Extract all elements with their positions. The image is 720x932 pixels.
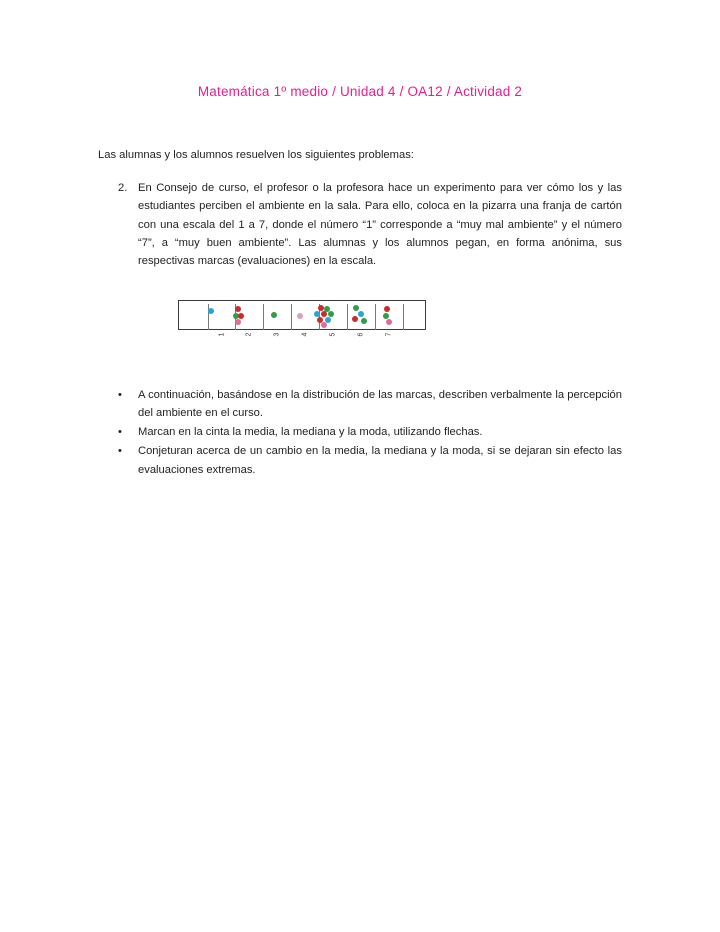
scale-figure — [178, 300, 426, 346]
scale-mark-dot — [297, 313, 303, 319]
bullet-list — [0, 346, 720, 479]
scale-mark-dot — [384, 306, 390, 312]
scale-tick-label: 2 — [245, 332, 253, 337]
numbered-list — [0, 163, 720, 270]
scale-mark-dot — [352, 316, 358, 322]
bullet-marker: • — [118, 426, 122, 439]
bullet-text: Marcan en la cinta la media, la mediana y la moda, utilizando flechas. — [138, 426, 483, 439]
bullet-text: A continuación, basándose en la distribución de las marcas, describen verbalmente la percepción del ambiente en el curso. — [138, 388, 622, 420]
list-item-marker: 2. — [118, 182, 128, 195]
scale-mark-dot — [386, 319, 392, 325]
list-item — [118, 442, 622, 478]
scale-mark-dot — [321, 322, 327, 328]
scale-mark-dot — [353, 305, 359, 311]
figure-container — [0, 300, 720, 346]
list-item — [118, 179, 622, 270]
bullet-text: Conjeturan acerca de un cambio en la media, la mediana y la moda, si se dejaran sin efecto las evaluaciones extremas. — [138, 445, 622, 476]
bullet-marker: • — [118, 388, 122, 401]
scale-tick — [403, 304, 404, 330]
scale-mark-dot — [238, 313, 244, 319]
scale-mark-dot — [235, 319, 241, 325]
scale-tick — [347, 304, 348, 330]
scale-tick-label: 7 — [385, 332, 393, 337]
scale-mark-dot — [358, 311, 364, 317]
intro-paragraph: Las alumnas y los alumnos resuelven los siguientes problemas: — [98, 149, 414, 161]
scale-tick-label: 5 — [329, 332, 337, 337]
scale-tick-label: 4 — [301, 332, 309, 337]
list-item — [118, 386, 622, 422]
scale-mark-dot — [321, 311, 327, 317]
page-title: Matemática 1º medio / Unidad 4 / OA12 / Actividad 2 — [197, 84, 523, 99]
scale-tick-label: 6 — [357, 332, 365, 337]
scale-tick-label: 1 — [218, 332, 225, 337]
scale-mark-dot — [235, 306, 241, 312]
scale-tick — [263, 304, 264, 330]
scale-tick-label: 3 — [273, 332, 281, 337]
list-item-text: En Consejo de curso, el profesor o la profesora hace un experimento para ver cómo los y las estudiantes perciben el ambiente en la sala. Para ello, coloca en la pizarra una franja de cartón con una escala del 1 a 7, donde el número “1” corresponde a “muy mal ambiente” y el número “7”, a “muy buen ambiente”. Las alumnas y los alumnos pegan, en forma anónima, sus respectivas marcas (evaluaciones) en la escala. — [138, 182, 622, 267]
scale-tick — [291, 304, 292, 330]
scale-mark-dot — [208, 308, 214, 314]
scale-mark-dot — [271, 312, 277, 318]
scale-tick — [375, 304, 376, 330]
bullet-marker: • — [118, 445, 122, 458]
scale-mark-dot — [328, 311, 334, 317]
list-item — [118, 423, 622, 441]
scale-mark-dot — [361, 318, 367, 324]
